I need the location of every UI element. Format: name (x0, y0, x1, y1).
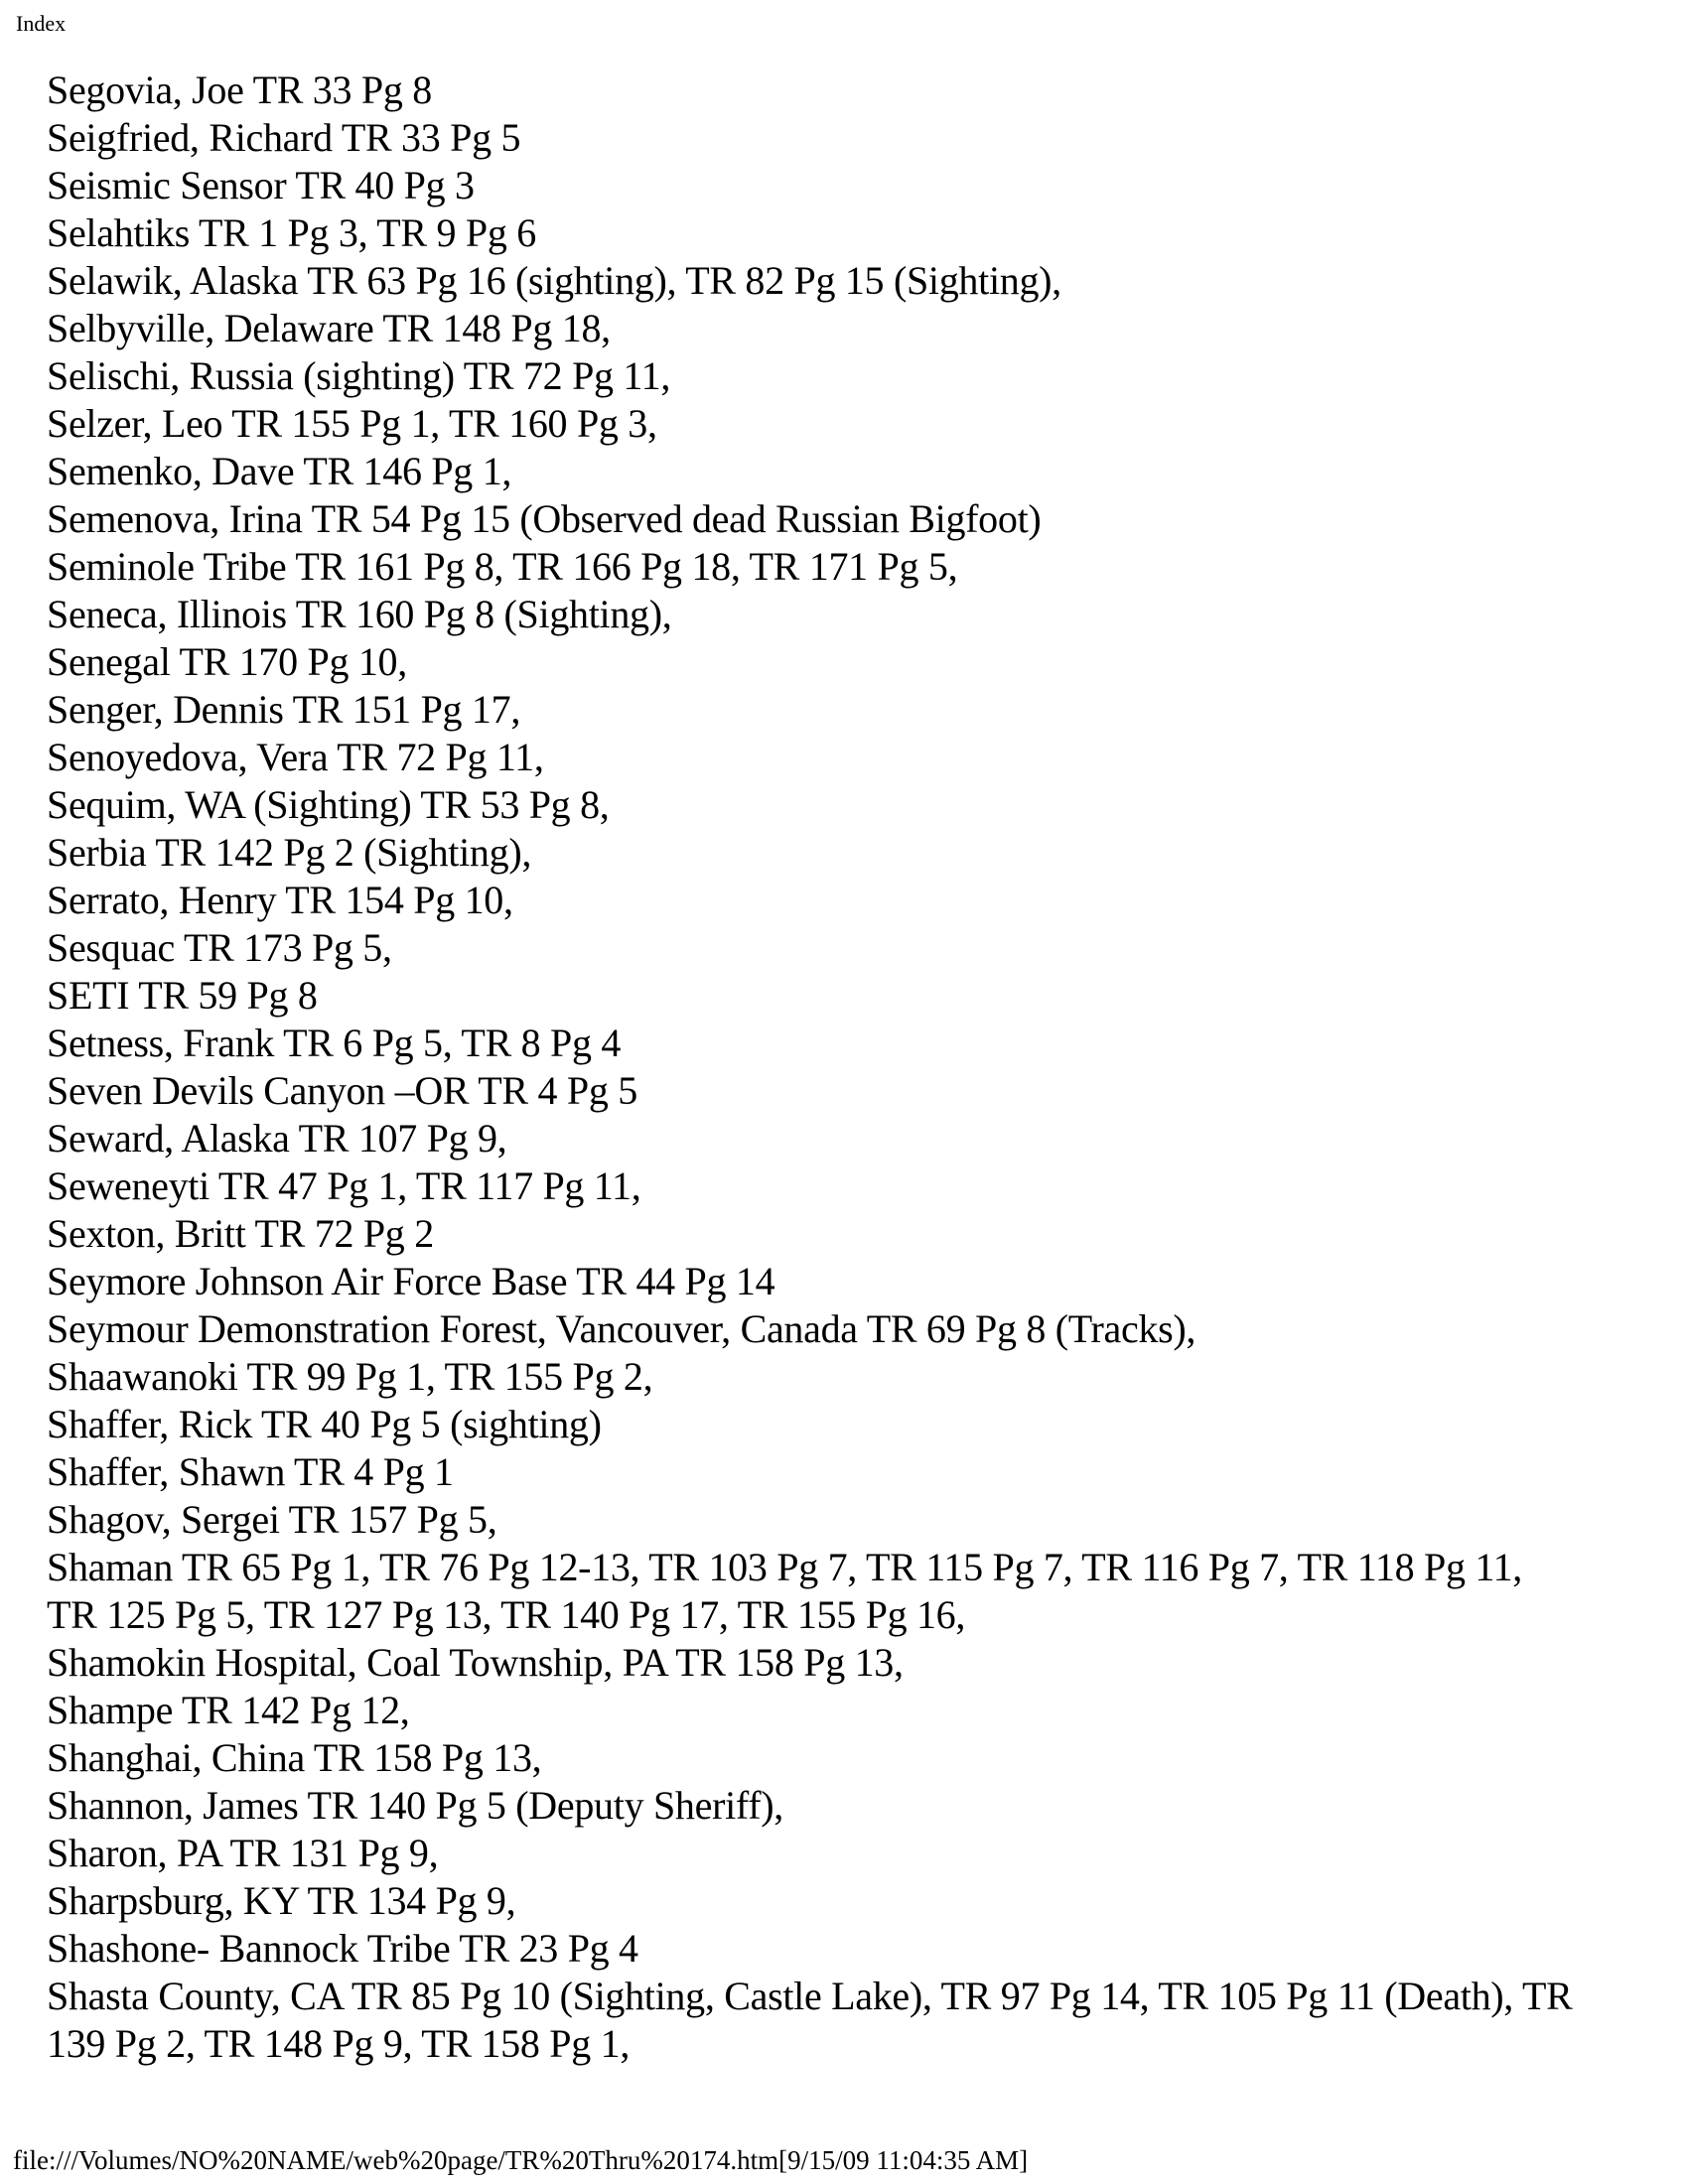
index-entry (47, 638, 1573, 686)
index-entry (47, 734, 1573, 781)
index-entry-line: Seymour Demonstration Forest, Vancouver, Canada TR 69 Pg 8 (Tracks), (47, 1306, 1196, 1351)
index-entry (47, 1973, 1573, 2068)
index-entry (47, 781, 1573, 829)
index-entry-line: Senoyedova, Vera TR 72 Pg 11, (47, 735, 544, 779)
index-entry (47, 1210, 1573, 1258)
index-entry (47, 114, 1573, 162)
index-entry-line: Shaawanoki TR 99 Pg 1, TR 155 Pg 2, (47, 1354, 653, 1399)
index-entry-line: Sexton, Britt TR 72 Pg 2 (47, 1211, 434, 1256)
index-entry-line: TR 125 Pg 5, TR 127 Pg 13, TR 140 Pg 17, TR 155 Pg 16, (47, 1592, 966, 1637)
index-entry (47, 1448, 1573, 1496)
index-entry-line: Shasta County, CA TR 85 Pg 10 (Sighting, Castle Lake), TR 97 Pg 14, TR 105 Pg 11 (Death), TR (47, 1974, 1573, 2018)
index-entry-line: 139 Pg 2, TR 148 Pg 9, TR 158 Pg 1, (47, 2021, 631, 2066)
index-entry (47, 1162, 1573, 1210)
index-entry-line: Selbyville, Delaware TR 148 Pg 18, (47, 306, 611, 350)
index-entry (47, 972, 1573, 1020)
index-entry-line: Sharpsburg, KY TR 134 Pg 9, (47, 1878, 516, 1923)
index-entry (47, 591, 1573, 638)
index-entry (47, 1639, 1573, 1687)
index-entry-line: Serbia TR 142 Pg 2 (Sighting), (47, 830, 532, 875)
index-entry (47, 924, 1573, 972)
index-entry-line: Selzer, Leo TR 155 Pg 1, TR 160 Pg 3, (47, 401, 657, 446)
index-entry-line: Selahtiks TR 1 Pg 3, TR 9 Pg 6 (47, 210, 536, 255)
index-entry-line: Seweneyti TR 47 Pg 1, TR 117 Pg 11, (47, 1163, 641, 1208)
index-entry (47, 1687, 1573, 1734)
index-entry-line: Setness, Frank TR 6 Pg 5, TR 8 Pg 4 (47, 1021, 622, 1065)
index-entry-line: Selischi, Russia (sighting) TR 72 Pg 11, (47, 353, 671, 398)
index-entry (47, 1496, 1573, 1544)
index-entry (47, 829, 1573, 877)
index-entry (47, 1734, 1573, 1782)
index-entry (47, 1925, 1573, 1973)
index-entry (47, 67, 1573, 114)
index-entry-line: Shaffer, Shawn TR 4 Pg 1 (47, 1449, 454, 1494)
index-entry-line: Sesquac TR 173 Pg 5, (47, 925, 392, 970)
index-entry (47, 1258, 1573, 1305)
index-entry-line: Seymore Johnson Air Force Base TR 44 Pg 14 (47, 1259, 775, 1303)
index-entry-line: Shaman TR 65 Pg 1, TR 76 Pg 12-13, TR 103 Pg 7, TR 115 Pg 7, TR 116 Pg 7, TR 118 Pg 11, (47, 1545, 1522, 1589)
index-entry (47, 1067, 1573, 1115)
index-entry-line: Segovia, Joe TR 33 Pg 8 (47, 68, 432, 112)
index-entry-line: Senegal TR 170 Pg 10, (47, 639, 407, 684)
index-entry-line: Seigfried, Richard TR 33 Pg 5 (47, 115, 521, 160)
index-entry (47, 1782, 1573, 1830)
index-entry-line: SETI TR 59 Pg 8 (47, 973, 318, 1018)
index-entry (47, 1353, 1573, 1401)
page-footer-file-url: file:///Volumes/NO%20NAME/web%20page/TR%20Thru%20174.htm[9/15/09 11:04:35 AM] (13, 2145, 1029, 2175)
index-entry (47, 1544, 1573, 1639)
index-entry-list (47, 67, 1573, 2068)
index-entry-line: Shaffer, Rick TR 40 Pg 5 (sighting) (47, 1402, 602, 1446)
index-entry (47, 305, 1573, 352)
index-entry (47, 162, 1573, 209)
index-entry-line: Selawik, Alaska TR 63 Pg 16 (sighting), TR 82 Pg 15 (Sighting), (47, 258, 1061, 303)
index-entry (47, 1115, 1573, 1162)
index-entry (47, 686, 1573, 734)
index-entry-line: Seward, Alaska TR 107 Pg 9, (47, 1116, 507, 1160)
index-entry-line: Sharon, PA TR 131 Pg 9, (47, 1831, 439, 1875)
index-entry-line: Semenova, Irina TR 54 Pg 15 (Observed dead Russian Bigfoot) (47, 496, 1042, 541)
index-entry-line: Seismic Sensor TR 40 Pg 3 (47, 163, 475, 207)
index-entry (47, 495, 1573, 543)
index-entry-line: Semenko, Dave TR 146 Pg 1, (47, 449, 512, 493)
index-entry-line: Seneca, Illinois TR 160 Pg 8 (Sighting), (47, 592, 672, 636)
index-entry-line: Shamokin Hospital, Coal Township, PA TR 158 Pg 13, (47, 1640, 904, 1685)
index-entry (47, 1401, 1573, 1448)
index-entry (47, 1020, 1573, 1067)
index-entry (47, 543, 1573, 591)
index-entry-line: Shanghai, China TR 158 Pg 13, (47, 1735, 542, 1780)
index-entry (47, 209, 1573, 257)
index-entry (47, 400, 1573, 448)
index-entry (47, 257, 1573, 305)
index-entry-line: Shannon, James TR 140 Pg 5 (Deputy Sheriff), (47, 1783, 783, 1828)
index-entry (47, 877, 1573, 924)
page-header-title: Index (16, 11, 67, 36)
index-entry-line: Serrato, Henry TR 154 Pg 10, (47, 878, 513, 922)
index-entry-line: Seven Devils Canyon –OR TR 4 Pg 5 (47, 1068, 637, 1113)
index-entry-line: Senger, Dennis TR 151 Pg 17, (47, 687, 521, 732)
index-entry-line: Shampe TR 142 Pg 12, (47, 1688, 410, 1732)
index-entry (47, 448, 1573, 495)
index-entry (47, 1305, 1573, 1353)
index-entry-line: Seminole Tribe TR 161 Pg 8, TR 166 Pg 18, TR 171 Pg 5, (47, 544, 958, 589)
index-entry (47, 352, 1573, 400)
index-entry (47, 1877, 1573, 1925)
index-entry-line: Sequim, WA (Sighting) TR 53 Pg 8, (47, 782, 610, 827)
index-entry (47, 1830, 1573, 1877)
index-entry-line: Shashone- Bannock Tribe TR 23 Pg 4 (47, 1926, 638, 1971)
index-entry-line: Shagov, Sergei TR 157 Pg 5, (47, 1497, 497, 1542)
